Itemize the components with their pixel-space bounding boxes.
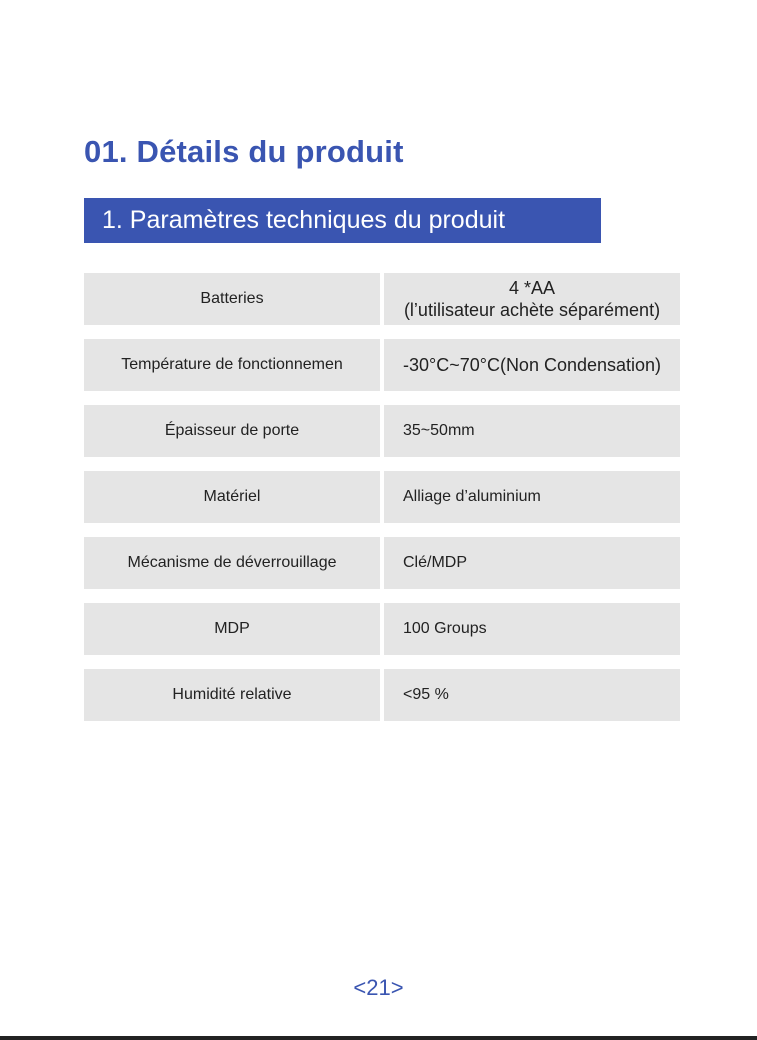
spec-row-batteries <box>84 273 680 325</box>
spec-label: Humidité relative <box>84 669 380 721</box>
spec-label: Température de fonctionnemen <box>84 339 380 391</box>
spec-row-door-thickness <box>84 405 680 457</box>
spec-value-line: Alliage d’aluminium <box>403 488 541 505</box>
spec-value <box>384 669 680 721</box>
spec-label: Batteries <box>84 273 380 325</box>
spec-value <box>384 273 680 325</box>
section-banner: 1. Paramètres techniques du produit <box>84 198 601 243</box>
spec-row-mdp <box>84 603 680 655</box>
spec-row-unlock-mechanism <box>84 537 680 589</box>
spec-label: MDP <box>84 603 380 655</box>
spec-value <box>384 537 680 589</box>
spec-value-line: (l’utilisateur achète séparément) <box>403 300 661 320</box>
spec-row-material <box>84 471 680 523</box>
spec-value <box>384 603 680 655</box>
spec-value <box>384 339 680 391</box>
spec-table <box>84 273 680 735</box>
spec-value-line: 35~50mm <box>403 422 475 439</box>
spec-value-line: -30°C~70°C(Non Condensation) <box>403 355 662 375</box>
bottom-edge-line <box>0 1036 757 1040</box>
page-title: 01. Détails du produit <box>84 134 404 169</box>
spec-value <box>384 405 680 457</box>
spec-value <box>384 471 680 523</box>
spec-label: Matériel <box>84 471 380 523</box>
spec-value-line: 4 *AA <box>508 278 556 298</box>
spec-row-temperature <box>84 339 680 391</box>
spec-value-line: Clé/MDP <box>403 554 468 571</box>
spec-row-humidity <box>84 669 680 721</box>
spec-label: Mécanisme de déverrouillage <box>84 537 380 589</box>
spec-value-line: <95 % <box>403 686 449 703</box>
spec-value-line: 100 Groups <box>403 620 487 637</box>
page-number: <21> <box>353 975 404 1000</box>
spec-label: Épaisseur de porte <box>84 405 380 457</box>
